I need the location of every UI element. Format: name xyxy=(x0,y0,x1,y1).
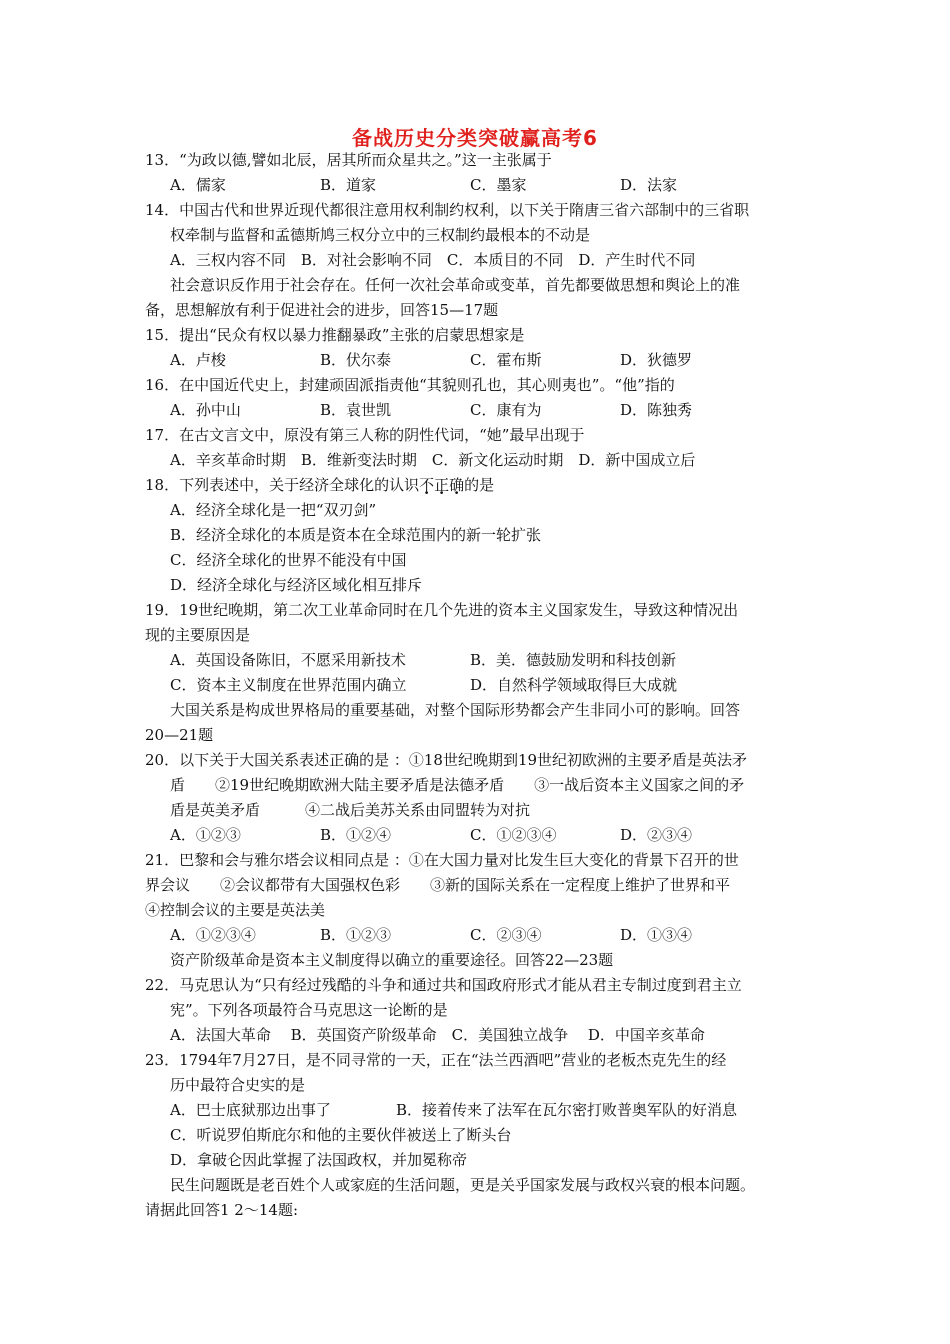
question-19-stem-line2: 现的主要原因是 xyxy=(145,626,251,644)
question-18-option-d: D．经济全球化与经济区域化相互排斥 xyxy=(170,576,423,594)
question-16-option-b: B．袁世凯 xyxy=(320,401,392,419)
page-title: 备战历史分类突破赢高考6 xyxy=(352,126,598,150)
question-16-option-c: C．康有为 xyxy=(470,401,542,419)
emphasis-char-3: 确 xyxy=(449,476,465,494)
question-13-stem: 13．“为政以德,譬如北辰，居其所而众星共之。”这一主张属于 xyxy=(145,151,552,169)
section-intro-12-14-line1: 民生问题既是老百姓个人或家庭的生活问题，更是关乎国家发展与政权兴衰的根本问题。 xyxy=(170,1176,756,1194)
question-20-option-a: A．①②③ xyxy=(170,826,241,844)
question-18-stem-pre: 18．下列表述中，关于经济全球化的认识 xyxy=(145,476,420,494)
question-22-options: A．法国大革命 B．英国资产阶级革命 C．美国独立战争 D．中国辛亥革命 xyxy=(170,1026,705,1044)
section-intro-22-23: 资产阶级革命是资本主义制度得以确立的重要途径。回答22—23题 xyxy=(170,951,614,969)
question-15-option-d: D．狄德罗 xyxy=(620,351,693,369)
question-18-stem-post: 的是 xyxy=(464,476,495,494)
question-23-option-d: D．拿破仑因此掌握了法国政权，并加冕称帝 xyxy=(170,1151,468,1169)
emphasis-char-2: 正 xyxy=(434,476,450,494)
question-23-stem-line1: 23．1794年7月27日，是不同寻常的一天，正在“法兰西酒吧”营业的老板杰克先生的经 xyxy=(145,1051,727,1069)
section-intro-12-14-line2: 请据此回答1 2～14题: xyxy=(145,1201,298,1219)
section-intro-20-21-line2: 20—21题 xyxy=(145,726,214,744)
question-15-stem: 15．提出“民众有权以暴力推翻暴政”主张的启蒙思想家是 xyxy=(145,326,525,344)
question-21-option-c: C．②③④ xyxy=(470,926,542,944)
question-20-option-d: D．②③④ xyxy=(620,826,693,844)
question-22-stem-line2: 宪”。下列各项最符合马克思这一论断的是 xyxy=(170,1001,448,1019)
question-18-option-a: A．经济全球化是一把“双刃剑” xyxy=(170,501,377,519)
question-14-stem-line1: 14．中国古代和世界近现代都很注意用权利制约权利，以下关于隋唐三省六部制中的三省职 xyxy=(145,201,750,219)
question-18-option-c: C．经济全球化的世界不能没有中国 xyxy=(170,551,407,569)
question-20-option-c: C．①②③④ xyxy=(470,826,557,844)
section-intro-15-17-line2: 备，思想解放有利于促进社会的进步，回答15—17题 xyxy=(145,301,499,319)
question-23-option-b: B．接着传来了法军在瓦尔密打败普奥军队的好消息 xyxy=(396,1101,738,1119)
question-20-stem-line3: 盾是英美矛盾 ④二战后美苏关系由同盟转为对抗 xyxy=(170,801,531,819)
question-23-stem-line2: 历中最符合史实的是 xyxy=(170,1076,306,1094)
question-15-option-a: A．卢梭 xyxy=(170,351,226,369)
question-16-stem: 16．在中国近代史上，封建顽固派指责他“其貌则孔也，其心则夷也”。“他”指的 xyxy=(145,376,675,394)
question-21-option-a: A．①②③④ xyxy=(170,926,256,944)
emphasis-char-1: 不 xyxy=(419,476,435,494)
question-23-option-c: C．听说罗伯斯庇尔和他的主要伙伴被送上了断头台 xyxy=(170,1126,512,1144)
section-intro-20-21-line1: 大国关系是构成世界格局的重要基础，对整个国际形势都会产生非同小可的影响。回答 xyxy=(170,701,741,719)
question-13-option-d: D．法家 xyxy=(620,176,678,194)
question-21-option-d: D．①③④ xyxy=(620,926,693,944)
question-16-option-a: A．孙中山 xyxy=(170,401,241,419)
question-21-stem-line1: 21．巴黎和会与雅尔塔会议相同点是 ：①在大国力量对比发生巨大变化的背景下召开的世 xyxy=(145,851,739,869)
question-13-option-b: B．道家 xyxy=(320,176,377,194)
question-21-option-b: B．①②③ xyxy=(320,926,392,944)
question-23-option-a: A．巴士底狱那边出事了 xyxy=(170,1101,331,1119)
question-20-stem-line2: 盾 ②19世纪晚期欧洲大陆主要矛盾是法德矛盾 ③一战后资本主义国家之间的矛 xyxy=(170,776,745,794)
question-16-option-d: D．陈独秀 xyxy=(620,401,693,419)
question-19-option-a: A．英国设备陈旧，不愿采用新技术 xyxy=(170,651,406,669)
question-17-stem: 17．在古文言文中，原没有第三人称的阴性代词，“她”最早出现于 xyxy=(145,426,585,444)
question-19-stem-line1: 19．19世纪晚期，第二次工业革命同时在几个先进的资本主义国家发生，导致这种情况出 xyxy=(145,601,739,619)
question-13-option-a: A．儒家 xyxy=(170,176,226,194)
question-14-stem-line2: 权牵制与监督和孟德斯鸠三权分立中的三权制约最根本的不动是 xyxy=(170,226,591,244)
question-19-option-d: D．自然科学领域取得巨大成就 xyxy=(470,676,678,694)
question-21-stem-line3: ④控制会议的主要是英法美 xyxy=(145,901,326,919)
section-intro-15-17-line1: 社会意识反作用于社会存在。任何一次社会革命或变革，首先都要做思想和舆论上的准 xyxy=(170,276,741,294)
question-15-option-c: C．霍布斯 xyxy=(470,351,542,369)
question-19-option-b: B．美．德鼓励发明和科技创新 xyxy=(470,651,677,669)
question-19-option-c: C．资本主义制度在世界范围内确立 xyxy=(170,676,407,694)
question-20-option-b: B．①②④ xyxy=(320,826,392,844)
question-18-stem xyxy=(145,474,494,496)
question-15-option-b: B．伏尔泰 xyxy=(320,351,392,369)
question-20-stem-line1: 20．以下关于大国关系表述正确的是 ：①18世纪晚期到19世纪初欧洲的主要矛盾是英法矛 xyxy=(145,751,748,769)
question-17-options: A．辛亥革命时期 B．维新变法时期 C．新文化运动时期 D．新中国成立后 xyxy=(170,451,696,469)
question-22-stem-line1: 22．马克思认为“只有经过残酷的斗争和通过共和国政府形式才能从君主专制过度到君主立 xyxy=(145,976,742,994)
question-14-options: A．三权内容不同 B．对社会影响不同 C．本质目的不同 D．产生时代不同 xyxy=(170,251,696,269)
question-13-option-c: C．墨家 xyxy=(470,176,527,194)
question-21-stem-line2: 界会议 ②会议都带有大国强权色彩 ③新的国际关系在一定程度上维护了世界和平 xyxy=(145,876,731,894)
question-18-option-b: B．经济全球化的本质是资本在全球范围内的新一轮扩张 xyxy=(170,526,542,544)
